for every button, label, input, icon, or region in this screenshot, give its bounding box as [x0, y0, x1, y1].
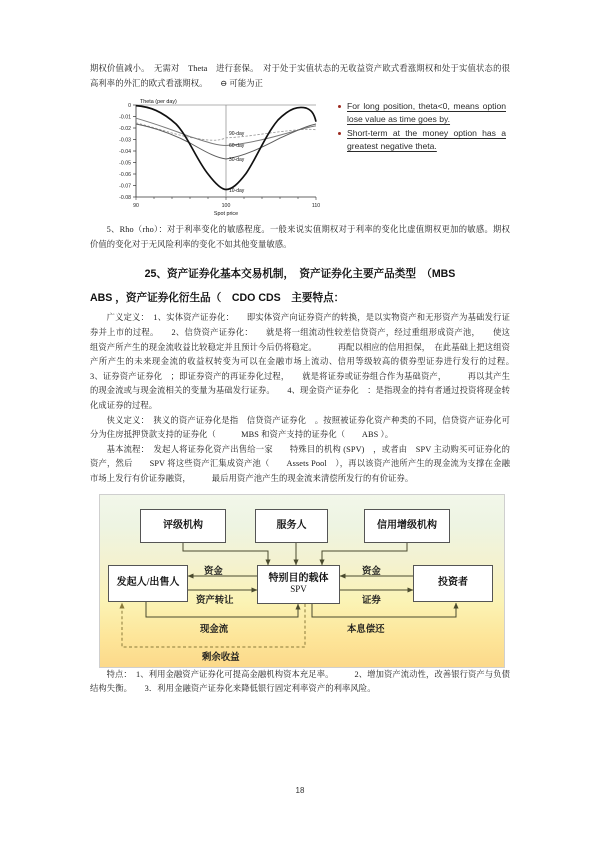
- edge-label-funds-left: 资金: [204, 566, 223, 577]
- page-number: 18: [295, 786, 305, 795]
- chart-annotation: [338, 100, 506, 154]
- svg-text:-0.03: -0.03: [119, 137, 131, 144]
- node-credit-enhancer-label: 信用增级机构: [377, 519, 437, 531]
- node-rating-agency: [140, 509, 226, 543]
- annotation-item-2: [338, 127, 506, 152]
- svg-text:Spot price: Spot price: [213, 211, 239, 218]
- node-originator-label: 发起人/出售人: [116, 577, 180, 589]
- node-spv-label: 特别目的载体: [268, 572, 329, 584]
- edge-label-funds-right: 资金: [362, 566, 381, 577]
- curve-label-30-day: 30-day: [229, 157, 245, 164]
- curve-label-90-day: 90-day: [229, 131, 245, 138]
- node-spv: [257, 565, 340, 604]
- edge-label-cash-flow: 现金流: [200, 624, 229, 635]
- theta-chart-figure: [90, 97, 510, 219]
- curve-label-10-day: 10-day: [229, 188, 245, 195]
- svg-text:-0.07: -0.07: [119, 183, 131, 190]
- svg-text:-0.01: -0.01: [119, 114, 131, 121]
- edge-label-principal-interest: 本息偿还: [347, 624, 385, 635]
- edge-label-asset-transfer: 资产转让: [196, 595, 234, 606]
- node-credit-enhancer: [364, 509, 450, 543]
- edge-principal-interest: [312, 603, 456, 617]
- svg-text:-0.08: -0.08: [119, 195, 131, 202]
- edge-label-residual-income: 剩余收益: [202, 652, 240, 663]
- svg-text:100: 100: [221, 203, 231, 210]
- curve-label-60-day: 60-day: [229, 143, 245, 150]
- node-investor-label: 投资者: [438, 577, 468, 589]
- node-servicer-label: 服务人: [276, 519, 307, 531]
- edge-credit-to-spv: [322, 543, 407, 565]
- svg-text:-0.02: -0.02: [119, 126, 131, 133]
- node-spv-sublabel: SPV: [290, 584, 307, 594]
- securitization-flow-diagram: [99, 494, 505, 668]
- paragraph-rho: 5、Rho（rho）：对于利率变化的敏感程度。一般来说实值期权对于利率的变化比虚值期权更加的敏感。期权价值的变化对于无风险利率的变化不如其他变量敏感。: [90, 225, 510, 249]
- annotation-text-1: For long position, theta<0, means option lose value as time goes by.: [347, 101, 506, 124]
- annotation-text-2: Short-term at the money option has a greatest negative theta.: [347, 128, 506, 151]
- section-heading-line-2: ABS ，资产证券化衍生品（ CDO CDS 主要特点：: [90, 292, 345, 305]
- theta-chart: [98, 97, 326, 217]
- annotation-item-1: [338, 100, 506, 125]
- edge-rating-to-spv: [183, 543, 268, 565]
- bullet-dot-icon: [338, 105, 341, 108]
- paragraph-broad-definition: 广义定义： 1、实体资产证券化： 即实体资产向证券资产的转换，是以实物资产和无形资产为基础发行证券并上市的过程。 2、信贷资产证券化： 就是将一组流动性较差信贷资产，经过重组形成资产池， 使这组资产所产生的现金流收益比较稳定并且预计今后仍将稳定。 再配以相应的信用担保， 在此基础上把这组资产所产生的未来现金流的收益权转变为可以在金融市场上流动、信用等级较高的债券型证券进行发行的过程。 3、证券资产证券化 ；即证券资产的再证券化过程， 就是将证券或证券组合作为基础资产， 再以其产生的现金流或与现金流相关的变量为基础发行证券。 4、现金资产证券化 ：是指现金的持有者通过投资将现金转化成证券的过程。: [90, 313, 536, 410]
- theta-chart-svg: [98, 97, 326, 217]
- edge-label-securities: 证券: [362, 595, 381, 606]
- paragraph-features: 特点： 1、利用金融资产证券化可提高金融机构资本充足率。 2、增加资产流动性，改善银行资产与负债结构失衡。 3．利用金融资产证券化来降低银行固定利率资产的利率风险。: [90, 669, 510, 694]
- svg-text:Theta (per day): Theta (per day): [140, 99, 177, 106]
- page-content: [90, 62, 536, 697]
- svg-text:90: 90: [133, 203, 139, 210]
- svg-text:110: 110: [311, 203, 321, 210]
- svg-text:-0.06: -0.06: [119, 172, 131, 179]
- svg-text:-0.04: -0.04: [119, 149, 131, 156]
- bullet-dot-icon: [338, 132, 341, 135]
- node-servicer: [255, 509, 328, 543]
- svg-text:-0.05: -0.05: [119, 160, 131, 167]
- paragraph-narrow-definition: 侠义定义： 狭义的资产证券化是指 信贷资产证券化 。按照被证券化资产种类的不同，信贷资产证券化可分为住房抵押贷款支持的证券化（ MBS 和资产支持的证券化（ ABS ）。: [90, 415, 510, 440]
- paragraph-basic-process: 基本流程： 发起人将证券化资产出售给一家 特殊目的机构 (SPV) ，或者由 SPV 主动购买可证券化的资产，然后 SPV 将这些资产汇集成资产池（ Assets Pool ），再以该资产池所产生的现金流为支撑在金融市场上发行有价证券融资， 最后用资产池产生的现金流来清偿所发行的有价证券。: [90, 444, 510, 483]
- node-originator: [108, 565, 188, 602]
- paragraph-theta-intro: 期权价值减小。 无需对 Theta 进行套保。 对于处于实值状态的无收益资产欧式看涨期权和处于实值状态的很高利率的外汇的欧式看涨期权。 ⊖ 可能为正: [90, 64, 510, 88]
- section-heading-line-1: 25、资产证券化基本交易机制， 资产证券化主要产品类型 （MBS: [144, 268, 456, 281]
- node-investor: [413, 565, 493, 602]
- node-rating-agency-label: 评级机构: [163, 519, 203, 531]
- svg-text:0: 0: [128, 103, 131, 110]
